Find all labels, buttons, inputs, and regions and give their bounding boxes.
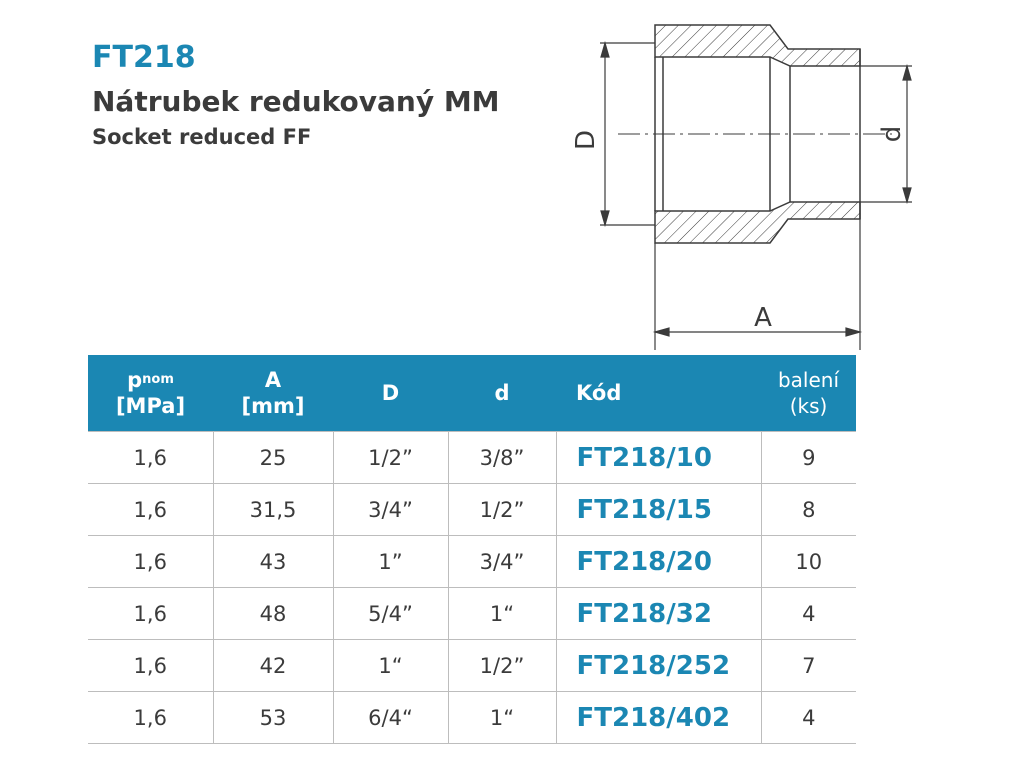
cell-pnom: 1,6 xyxy=(88,588,213,640)
dimension-A-label: A xyxy=(754,303,772,333)
cell-a: 43 xyxy=(213,536,333,588)
dimension-D-label: D xyxy=(571,129,601,151)
socket-technical-drawing xyxy=(560,16,920,356)
pnom-symbol: p xyxy=(127,368,143,392)
specification-table xyxy=(88,355,856,744)
cell-D: 6/4“ xyxy=(333,692,448,744)
cell-D: 1” xyxy=(333,536,448,588)
column-header-pnom xyxy=(88,355,213,432)
cell-d: 1/2” xyxy=(448,484,556,536)
cell-ks: 9 xyxy=(761,432,856,484)
cell-d: 1“ xyxy=(448,692,556,744)
column-header-D: D xyxy=(333,355,448,432)
cell-a: 42 xyxy=(213,640,333,692)
baleni-header-name: balení xyxy=(777,368,840,392)
cell-d: 3/4” xyxy=(448,536,556,588)
cell-D: 3/4” xyxy=(333,484,448,536)
cell-ks: 4 xyxy=(761,588,856,640)
cell-d: 1/2” xyxy=(448,640,556,692)
pnom-unit: [MPa] xyxy=(115,394,186,418)
table-row xyxy=(88,692,856,744)
product-name-english: Socket reduced FF xyxy=(92,125,312,149)
cell-D: 1/2” xyxy=(333,432,448,484)
cell-kod: FT218/252 xyxy=(556,640,761,692)
cell-pnom: 1,6 xyxy=(88,640,213,692)
table-row xyxy=(88,536,856,588)
table-row xyxy=(88,432,856,484)
product-code-title: FT218 xyxy=(92,40,196,75)
cell-D: 5/4” xyxy=(333,588,448,640)
title-block xyxy=(92,38,500,152)
cell-a: 31,5 xyxy=(213,484,333,536)
cell-kod: FT218/15 xyxy=(556,484,761,536)
cell-pnom: 1,6 xyxy=(88,484,213,536)
column-header-d: d xyxy=(448,355,556,432)
cell-d: 3/8” xyxy=(448,432,556,484)
cell-ks: 10 xyxy=(761,536,856,588)
cell-pnom: 1,6 xyxy=(88,536,213,588)
pnom-subscript: nom xyxy=(142,372,174,387)
a-header-name: A xyxy=(264,368,282,392)
a-header-unit: [mm] xyxy=(241,394,305,418)
cell-kod: FT218/32 xyxy=(556,588,761,640)
lower-wall-section xyxy=(655,202,860,243)
baleni-header-unit: (ks) xyxy=(789,394,828,418)
cell-a: 53 xyxy=(213,692,333,744)
cell-pnom: 1,6 xyxy=(88,432,213,484)
table-row xyxy=(88,588,856,640)
upper-wall-section xyxy=(655,25,860,66)
cell-d: 1“ xyxy=(448,588,556,640)
table-row xyxy=(88,484,856,536)
column-header-kod: Kód xyxy=(556,355,761,432)
cell-ks: 8 xyxy=(761,484,856,536)
column-header-a xyxy=(213,355,333,432)
product-name-czech: Nátrubek redukovaný MM xyxy=(92,85,500,118)
cell-kod: FT218/402 xyxy=(556,692,761,744)
dimension-d-label: d xyxy=(877,125,907,143)
cell-kod: FT218/20 xyxy=(556,536,761,588)
cell-kod: FT218/10 xyxy=(556,432,761,484)
cell-a: 25 xyxy=(213,432,333,484)
column-header-baleni xyxy=(761,355,856,432)
cell-a: 48 xyxy=(213,588,333,640)
cell-D: 1“ xyxy=(333,640,448,692)
table-header-row xyxy=(88,355,856,432)
cell-ks: 7 xyxy=(761,640,856,692)
table-row xyxy=(88,640,856,692)
cell-pnom: 1,6 xyxy=(88,692,213,744)
cell-ks: 4 xyxy=(761,692,856,744)
